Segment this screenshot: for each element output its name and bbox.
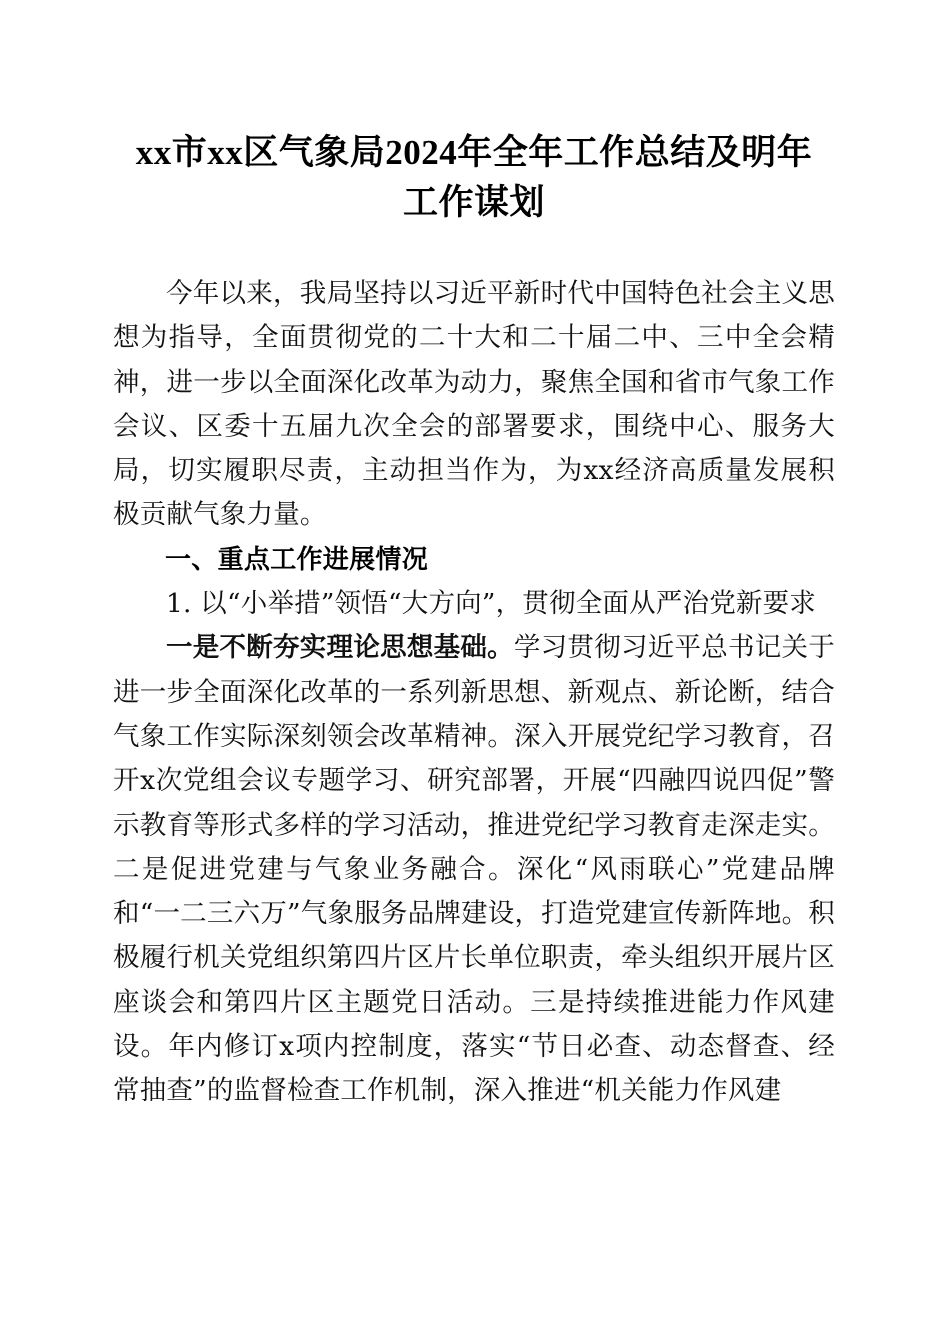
document-title-line-2: 工作谋划 <box>402 183 545 222</box>
section-heading-1: 一、重点工作进展情况 <box>165 544 429 575</box>
paragraph-bold-lead: 一是不断夯实理论思想基础。 <box>166 632 514 664</box>
document-body <box>113 272 835 1114</box>
paragraph-intro: 今年以来，我局坚持以习近平新时代中国特色社会主义思想为指导，全面贯彻党的二十大和二十届二中、三中全会精神，进一步以全面深化改革为动力，聚焦全国和省市气象工作会议、区委十五届九次全会的部署要求，围绕中心、服务大局，切实履职尽责，主动担当作为，为xx经济高质量发展积极贡献气象力量。 <box>113 278 835 531</box>
document-title-line-1: xx市xx区气象局2024年全年工作总结及明年 <box>135 133 813 172</box>
paragraph-body-rest: 学习贯彻习近平总书记关于进一步全面深化改革的一系列新思想、新观点、新论断，结合气象工作实际深刻领会改革精神。深入开展党纪学习教育，召开x次党组会议专题学习、研究部署，开展“四融四说四促”警示教育等形式多样的学习活动，推进党纪学习教育走深走实。二是促进党建与气象业务融合。深化“风雨联心”党建品牌和“一二三六万”气象服务品牌建设，打造党建宣传新阵地。积极履行机关党组织第四片区片长单位职责，牵头组织开展片区座谈会和第四片区主题党日活动。三是持续推进能力作风建设。年内修订x项内控制度，落实“节日必查、动态督查、经常抽查”的监督检查工作机制，深入推进“机关能力作风建 <box>113 632 835 1107</box>
document-title <box>113 128 835 228</box>
subsection-heading-1: 1. 以“小举措”领悟“大方向”，贯彻全面从严治党新要求 <box>166 588 816 620</box>
paragraph-body-1 <box>113 626 835 1113</box>
